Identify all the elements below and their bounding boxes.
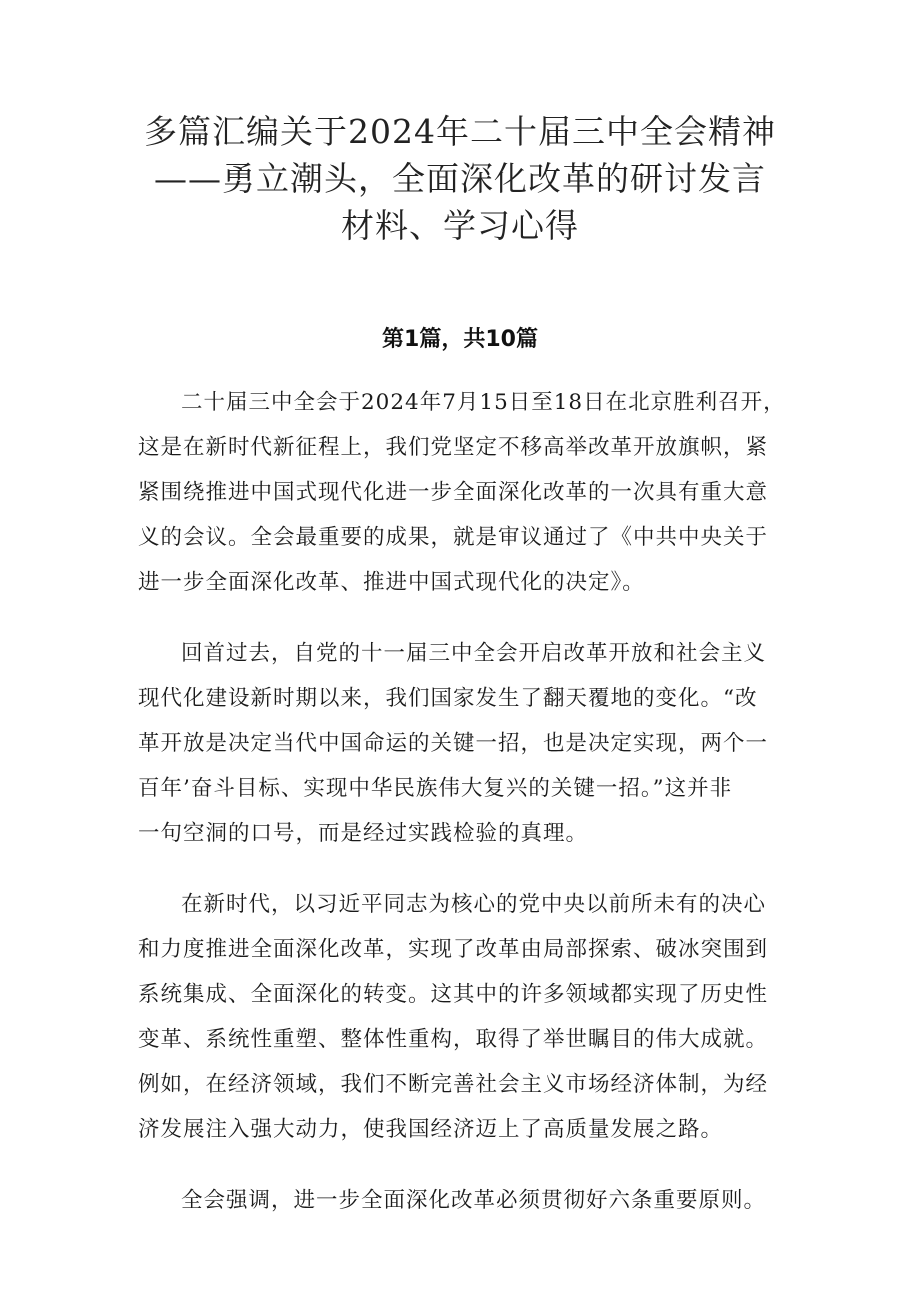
title-line-3: 材料、学习心得: [341, 206, 579, 245]
title-line-2: ——勇立潮头，全面深化改革的研讨发言: [154, 159, 766, 198]
paragraph-line: 例如，在经济领域，我们不断完善社会主义市场经济体制，为经: [138, 1072, 769, 1097]
paragraph-line: 在新时代，以习近平同志为核心的党中央以前所未有的决心: [181, 892, 767, 917]
paragraph-line: 系统集成、全面深化的转变。这其中的许多领域都实现了历史性: [138, 982, 769, 1007]
paragraph-line: 回首过去，自党的十一届三中全会开启改革开放和社会主义: [181, 641, 767, 666]
paragraph-line: 现代化建设新时期以来，我们国家发生了翻天覆地的变化。“改: [138, 686, 758, 711]
document-body: [138, 380, 786, 1249]
paragraph-line: 革开放是决定当代中国命运的关键一招，也是决定实现，两个一: [138, 731, 769, 756]
section-heading: 第1篇，共10篇: [382, 327, 538, 352]
paragraph-2: [138, 631, 786, 856]
paragraph-line: 一句空洞的口号，而是经过实践检验的真理。: [138, 821, 589, 846]
paragraph-3: [138, 882, 786, 1152]
paragraph-line: 这是在新时代新征程上，我们党坚定不移高举改革开放旗帜，紧: [138, 435, 769, 460]
paragraph-line: 和力度推进全面深化改革，实现了改革由局部探索、破冰突围到: [138, 937, 769, 962]
paragraph-line: 义的会议。全会最重要的成果，就是审议通过了《中共中央关于: [138, 525, 769, 550]
document-title: [120, 108, 800, 249]
paragraph-line: 全会强调，进一步全面深化改革必须贯彻好六条重要原则。: [181, 1188, 767, 1213]
paragraph-line: 百年’奋斗目标、实现中华民族伟大复兴的关键一招。”这并非: [138, 776, 733, 801]
paragraph-line: 变革、系统性重塑、整体性重构，取得了举世瞩目的伟大成就。: [138, 1027, 769, 1052]
paragraph-line: 二十届三中全会于2024年7月15日至18日在北京胜利召开，: [181, 390, 786, 415]
paragraph-4: [138, 1178, 786, 1223]
paragraph-line: 进一步全面深化改革、推进中国式现代化的决定》。: [138, 570, 645, 595]
paragraph-1: [138, 380, 786, 605]
title-line-1: 多篇汇编关于2024年二十届三中全会精神: [144, 112, 776, 151]
paragraph-line: 紧围绕推进中国式现代化进一步全面深化改革的一次具有重大意: [138, 480, 769, 505]
paragraph-line: 济发展注入强大动力，使我国经济迈上了高质量发展之路。: [138, 1117, 724, 1142]
